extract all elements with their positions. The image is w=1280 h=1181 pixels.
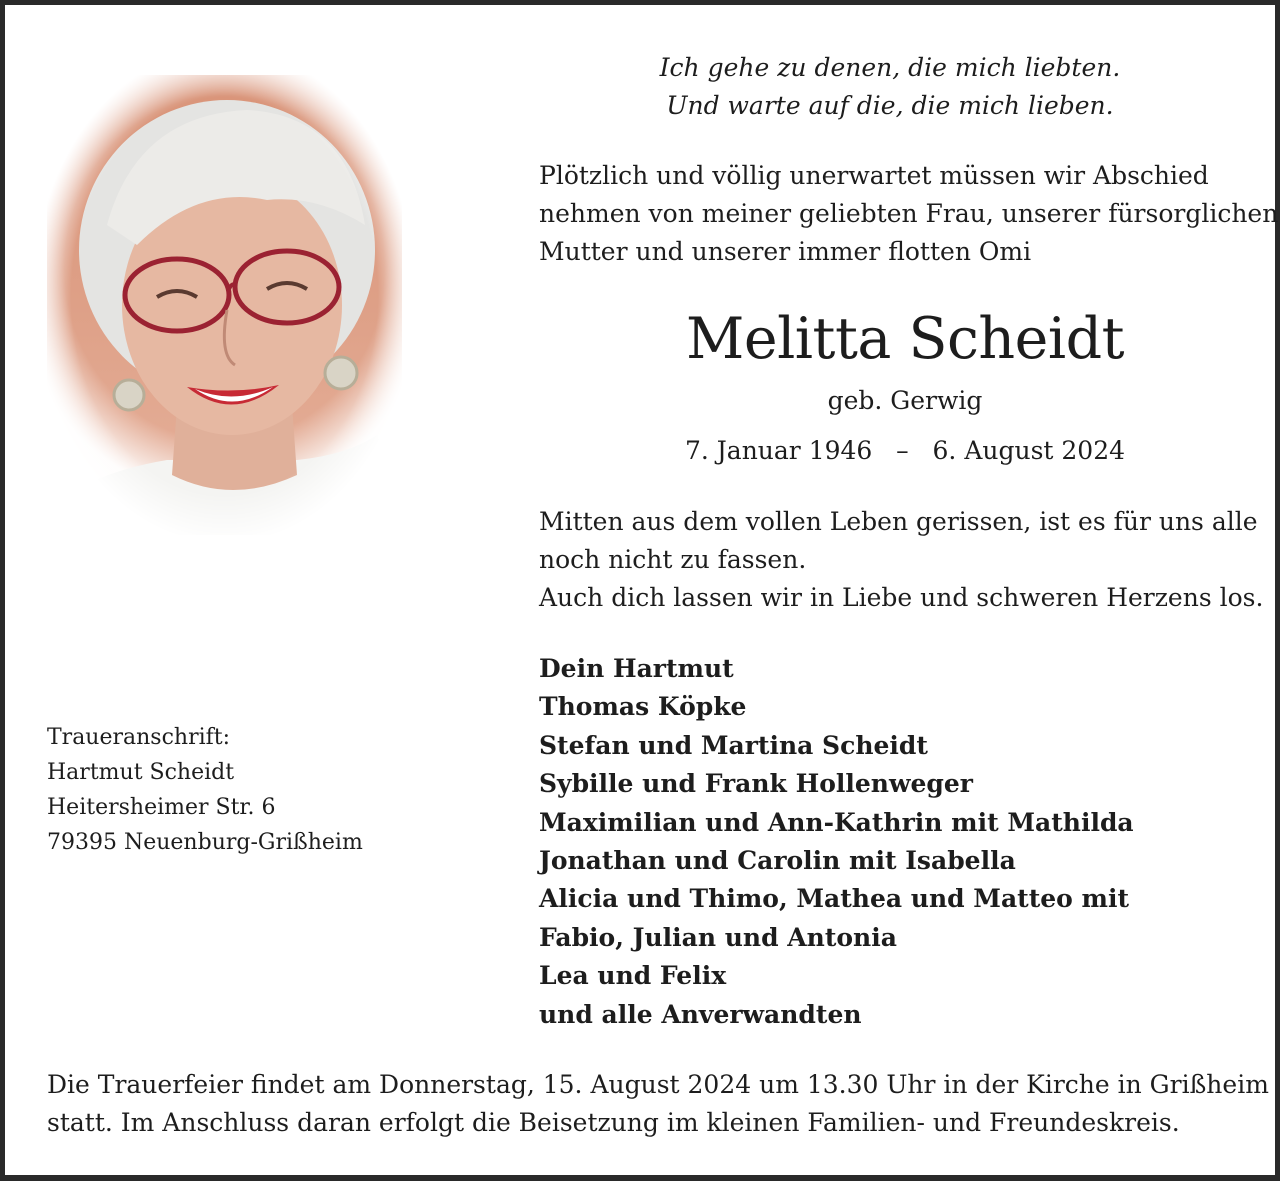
address-city: 79395 Neuenburg-Grißheim xyxy=(47,830,363,855)
intro-line: Mutter und unserer immer flotten Omi xyxy=(539,237,1032,266)
message-line: Mitten aus dem vollen Leben gerissen, ist es für uns alle xyxy=(539,507,1258,536)
deceased-name: Melitta Scheidt xyxy=(685,306,1124,372)
mourner-entry: Fabio, Julian und Antonia xyxy=(539,922,897,952)
intro-text xyxy=(539,157,1279,271)
date-separator: – xyxy=(896,436,909,465)
mourner-entry: Jonathan und Carolin mit Isabella xyxy=(539,846,1016,876)
quote-line: Ich gehe zu denen, die mich liebten. xyxy=(659,53,1121,82)
left-earring xyxy=(114,380,144,410)
address-label: Traueranschrift: xyxy=(47,725,231,750)
funeral-service-info xyxy=(47,1066,1269,1142)
mourner-entry: Alicia und Thimo, Mathea und Matteo mit xyxy=(539,884,1130,914)
message-line: Auch dich lassen wir in Liebe und schweren Herzens los. xyxy=(539,583,1264,612)
epitaph-quote xyxy=(535,49,1245,125)
mourner-entry: Sybille und Frank Hollenweger xyxy=(539,769,973,799)
portrait-illustration xyxy=(47,75,402,535)
death-date: 6. August 2024 xyxy=(932,436,1126,465)
mourning-address xyxy=(47,720,467,860)
mourner-entry: Lea und Felix xyxy=(539,961,727,991)
service-line: statt. Im Anschluss daran erfolgt die Beisetzung im kleinen Familien- und Freundeskreis. xyxy=(47,1108,1180,1137)
mourning-message xyxy=(539,503,1264,617)
mourner-entry: und alle Anverwandten xyxy=(539,999,862,1029)
intro-line: nehmen von meiner geliebten Frau, unserer fürsorglichen xyxy=(539,199,1279,228)
mourners-list xyxy=(539,650,1259,1034)
life-dates xyxy=(565,432,1245,470)
quote-line: Und warte auf die, die mich lieben. xyxy=(666,91,1114,120)
intro-line: Plötzlich und völlig unerwartet müssen wir Abschied xyxy=(539,161,1209,190)
birth-date: 7. Januar 1946 xyxy=(684,436,873,465)
mourner-entry: Thomas Köpke xyxy=(539,692,747,722)
message-line: noch nicht zu fassen. xyxy=(539,545,807,574)
maiden-name: geb. Gerwig xyxy=(827,386,983,415)
address-street: Heitersheimer Str. 6 xyxy=(47,795,276,820)
service-line: Die Trauerfeier findet am Donnerstag, 15. August 2024 um 13.30 Uhr in der Kirche in Grißheim xyxy=(47,1070,1269,1099)
portrait-photo xyxy=(47,75,402,535)
mourner-entry: Maximilian und Ann-Kathrin mit Mathilda xyxy=(539,807,1134,837)
right-earring xyxy=(325,357,357,389)
mourner-entry: Stefan und Martina Scheidt xyxy=(539,730,928,760)
address-name: Hartmut Scheidt xyxy=(47,760,235,785)
mourner-entry: Dein Hartmut xyxy=(539,654,734,683)
